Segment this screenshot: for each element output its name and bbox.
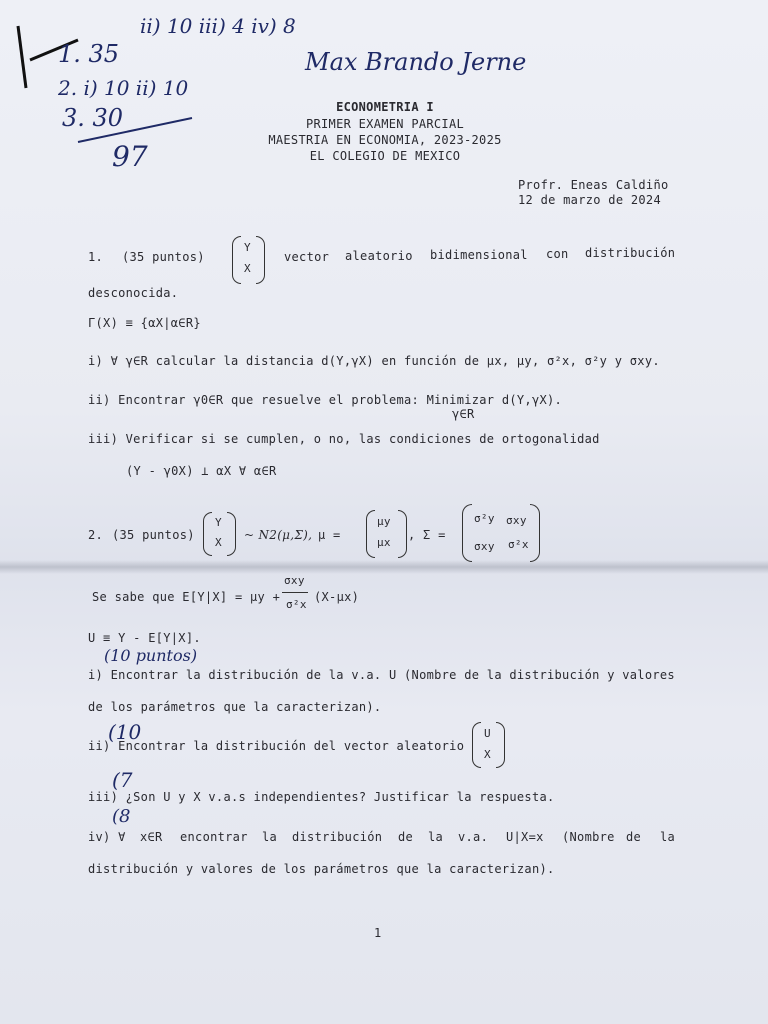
hand-points-iii: (7 [112, 768, 133, 792]
problem-2-part-iv: x∈R [140, 830, 163, 844]
vector-x: X [484, 748, 491, 761]
vector-bracket-left [472, 722, 481, 768]
u-definition: U ≡ Y - E[Y|X]. [88, 631, 201, 645]
vector-bracket-left [203, 512, 212, 556]
conditional-expectation: Se sabe que E[Y|X] = μy + [92, 590, 281, 604]
problem-2-part-iv: (Nombre [562, 830, 615, 844]
grade-line-1: 1. 35 [58, 40, 120, 68]
problem-2-part-iv: iv) ∀ [88, 830, 126, 844]
vector-bracket-right [227, 512, 236, 556]
grade-line-3: 3. 30 [62, 104, 124, 132]
sigma-12: σxy [506, 514, 527, 527]
vector-bracket-right [256, 236, 265, 284]
problem-2-part-iv: la [428, 830, 444, 844]
problem-2-part-iv: la [660, 830, 676, 844]
problem-1-part-ii-sub: γ∈R [452, 407, 475, 421]
problem-1-points: (35 puntos) [122, 250, 205, 264]
fraction-numerator: σxy [284, 574, 305, 587]
hand-points-ii: (10 [108, 720, 142, 744]
professor: Profr. Eneas Caldiño [518, 178, 669, 192]
mu-bracket-right [398, 510, 407, 558]
intro-word: distribución [585, 246, 676, 260]
program-title: MAESTRIA EN ECONOMIA, 2023-2025 [268, 133, 502, 147]
problem-2-part-i: i) Encontrar la distribución de la v.a. U (Nombre de la distribución y valores [88, 668, 675, 682]
problem-2-part-i-line-2: de los parámetros que la caracterizan). [88, 700, 382, 714]
page-number: 1 [374, 926, 382, 940]
intro-line-2: desconocida. [88, 286, 179, 300]
problem-2-part-iv: v.a. [458, 830, 489, 844]
mu-y: μy [377, 515, 391, 528]
intro-word: con [546, 247, 569, 261]
vector-x: X [215, 536, 222, 549]
grade-total: 97 [112, 140, 148, 173]
sigma-22: σ²x [508, 538, 529, 551]
sigma-label: , Σ = [408, 528, 446, 542]
problem-2-part-iv: de [626, 830, 642, 844]
problem-2-part-iv: distribución [292, 830, 383, 844]
problem-2-points: (35 puntos) [112, 528, 195, 542]
mu-bracket-left [366, 510, 375, 558]
sigma-21: σxy [474, 540, 495, 553]
problem-2-part-ii: ii) Encontrar la distribución del vector aleatorio [88, 739, 465, 753]
problem-2-part-iv: de [398, 830, 414, 844]
paper-fold [0, 560, 768, 574]
exam-title: PRIMER EXAMEN PARCIAL [305, 117, 465, 131]
intro-word: aleatorio [345, 249, 413, 263]
problem-2-part-iv: encontrar [180, 830, 248, 844]
normal-distribution: ~ N2(μ,Σ), [244, 528, 313, 542]
sigma-bracket-left [462, 504, 472, 562]
intro-word: vector [284, 250, 330, 264]
vector-y: Y [244, 241, 251, 254]
exam-date: 12 de marzo de 2024 [518, 193, 661, 207]
problem-2-number: 2. [88, 528, 104, 542]
problem-1-part-i: i) ∀ γ∈R calcular la distancia d(Y,γX) en función de μx, μy, σ²x, σ²y y σxy. [88, 354, 660, 368]
vector-bracket-left [232, 236, 241, 284]
vector-y: Y [215, 516, 222, 529]
grade-line-1-extra: ii) 10 iii) 4 iv) 8 [140, 14, 296, 38]
problem-2-part-iii: iii) ¿Son U y X v.a.s independientes? Justificar la respuesta. [88, 790, 555, 804]
mu-label: μ = [318, 528, 341, 542]
institution: EL COLEGIO DE MEXICO [309, 149, 461, 163]
orthogonality-condition: (Y - γ0X) ⊥ αX ∀ α∈R [126, 464, 277, 478]
vector-x: X [244, 262, 251, 275]
vector-u: U [484, 727, 491, 740]
fraction-bar [282, 592, 308, 593]
course-title: ECONOMETRIA I [336, 100, 434, 114]
student-name: Max Brando Jerne [305, 48, 527, 76]
hand-points-iv: (8 [112, 806, 131, 827]
problem-1-part-iii: iii) Verificar si se cumplen, o no, las condiciones de ortogonalidad [88, 432, 600, 446]
fraction-denominator: σ²x [286, 598, 307, 611]
problem-2-part-iv: U|X=x [506, 830, 544, 844]
conditional-expectation-tail: (X-μx) [314, 590, 360, 604]
sigma-11: σ²y [474, 512, 495, 525]
sigma-bracket-right [530, 504, 540, 562]
vector-bracket-right [496, 722, 505, 768]
problem-2-part-iv-line-2: distribución y valores de los parámetros que la caracterizan). [88, 862, 555, 876]
intro-word: bidimensional [430, 248, 528, 262]
hand-points-i: (10 puntos) [104, 646, 198, 665]
problem-1-part-ii: ii) Encontrar γ0∈R que resuelve el problema: Minimizar d(Y,γX). [88, 393, 563, 407]
gamma-definition: Γ(X) ≡ {αX|α∈R} [88, 316, 201, 330]
problem-1-number: 1. [88, 250, 104, 264]
grade-line-2: 2. i) 10 ii) 10 [58, 76, 189, 100]
problem-2-part-iv: la [262, 830, 278, 844]
mu-x: μx [377, 536, 391, 549]
